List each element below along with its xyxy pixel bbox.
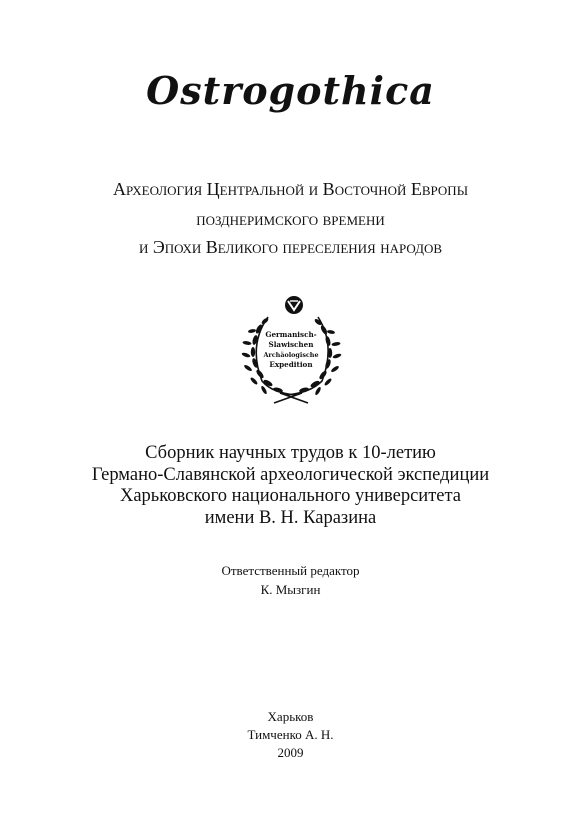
subtitle-line-2: позднеримского времени (196, 209, 385, 229)
emblem-text-line-3: Archäologische (263, 351, 319, 359)
editor-name: К. Мызгин (260, 582, 321, 597)
collection-line-3: Харьковского национального университета (119, 486, 462, 506)
publisher-city: Харьков (267, 709, 314, 724)
publisher-block (0, 708, 581, 762)
publisher-name: Тимченко А. Н. (247, 727, 334, 742)
emblem-text-line-4: Expedition (269, 360, 313, 369)
subtitle-line-3: и Эпохи Великого переселения народов (138, 237, 443, 257)
editor-block (0, 561, 581, 599)
subtitle-line-1: Археология Центральной и Восточной Европы (112, 179, 469, 199)
collection-line-2: Германо-Славянской археологической экспедиции (91, 464, 490, 485)
collection-description (0, 443, 581, 529)
expedition-emblem (238, 295, 342, 405)
emblem-text-line-2: Slawischen (268, 340, 314, 349)
editor-role: Ответственный редактор (221, 563, 360, 578)
book-title: Ostrogothica (146, 68, 435, 113)
collection-line-4: имени В. Н. Каразина (204, 507, 377, 528)
emblem-roundel-icon (285, 296, 303, 314)
collection-line-1: Сборник научных трудов к 10-летию (145, 443, 436, 463)
publication-year: 2009 (277, 745, 304, 760)
emblem-text-line-1: Germanisch- (265, 330, 317, 339)
